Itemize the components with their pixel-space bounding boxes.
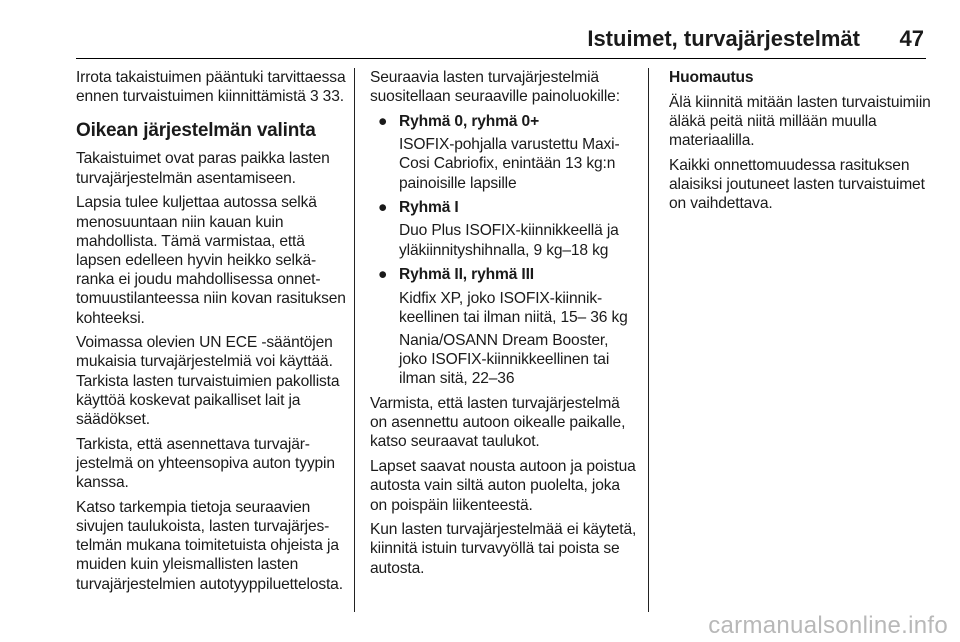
paragraph: Lapsia tulee kuljettaa autossa selkä menosuuntaan niin kauan kuin mahdollista. Tämä varmistaa, että lapsen edelleen hyvin heikko selkäranka ei joudu mahdollisessa onnettomuustilanteessa niin kovan rasituksen kohteeksi. bbox=[76, 194, 346, 327]
group-detail: Kidfix XP, joko ISOFIX-kiinnikkeellinen tai ilman niitä, 15– 36 kg bbox=[399, 289, 628, 326]
intro-paragraph: Seuraavia lasten turvajärjestelmiä suositellaan seuraaville painoluokille: bbox=[370, 69, 620, 106]
group-detail: Duo Plus ISOFIX-kiinnikkeellä ja yläkiinnityshihnalla, 9 kg–18 kg bbox=[399, 222, 619, 259]
list-item bbox=[370, 112, 640, 193]
group-detail: Nania/OSANN Dream Booster, joko ISOFIX-kiinnikkeellinen tai ilman sitä, 22–36 bbox=[399, 331, 610, 388]
paragraph: Tarkista, että asennettava turvajärjestelmä on yhteensopiva auton tyypin kanssa. bbox=[76, 435, 335, 492]
group-title: Ryhmä I bbox=[399, 199, 459, 217]
note-title: Huomautus bbox=[669, 69, 754, 86]
paragraph: Katso tarkempia tietoja seuraavien sivujen taulukoista, lasten turvajärjestelmän mukana toimitetuista ohjeista ja muiden kuin yleismallisten lasten turvajärjestelmien autotyyppiluettelosta. bbox=[76, 498, 343, 593]
bullet-icon: ● bbox=[378, 199, 388, 217]
paragraph: Kun lasten turvajärjestelmää ei käytetä, kiinnitä istuin turvavyöllä tai poista se autosta. bbox=[370, 521, 637, 577]
paragraph: Varmista, että lasten turvajärjestelmä on asennettu autoon oikealle paikalle, katso seuraavat taulukot. bbox=[370, 395, 626, 451]
paragraph: Takaistuimet ovat paras paikka lasten turvajärjestelmän asentamiseen. bbox=[76, 150, 330, 187]
paragraph: Voimassa olevien UN ECE -sääntöjen mukaisia turvajärjestelmiä voi käyttää. Tarkista lasten turvaistuimien pakollista käyttöä koskevat paikalliset lait ja säädökset. bbox=[76, 334, 340, 429]
text-column-1 bbox=[76, 68, 346, 599]
group-title: Ryhmä II, ryhmä III bbox=[399, 266, 534, 284]
note-column bbox=[669, 68, 939, 219]
bullet-icon: ● bbox=[378, 266, 388, 284]
note-paragraph: Älä kiinnitä mitään lasten turvaistuimiin äläkä peitä niitä millään muulla materiaalilla. bbox=[669, 93, 931, 150]
section-heading: Oikean järjestelmän valinta bbox=[76, 120, 316, 142]
list-item bbox=[370, 198, 640, 260]
page-title: Istuimet, turvajärjestelmät bbox=[587, 26, 860, 51]
intro-paragraph: Irrota takaistuimen pääntuki tarvittaessa ennen turvaistuimen kiinnittämistä 3 33. bbox=[76, 69, 346, 106]
group-detail: ISOFIX-pohjalla varustettu Maxi-Cosi Cabriofix, enintään 13 kg:n painoisille lapsille bbox=[399, 136, 620, 192]
page-number: 47 bbox=[899, 26, 924, 51]
paragraph: Lapset saavat nousta autoon ja poistua autosta vain siltä auton puolelta, joka on poispäin liikenteestä. bbox=[370, 458, 636, 514]
watermark: carmanualsonline.info bbox=[708, 612, 948, 639]
text-column-2 bbox=[370, 68, 640, 583]
note-paragraph: Kaikki onnettomuudessa rasituksen alaisiksi joutuneet lasten turvaistuimet on vaihdettava. bbox=[669, 156, 925, 213]
page-header bbox=[0, 0, 960, 62]
header-divider bbox=[76, 58, 926, 59]
list-item bbox=[370, 265, 640, 388]
column-divider-1 bbox=[354, 68, 355, 612]
bullet-icon: ● bbox=[378, 112, 388, 130]
group-title: Ryhmä 0, ryhmä 0+ bbox=[399, 112, 540, 130]
column-divider-2 bbox=[648, 68, 649, 612]
